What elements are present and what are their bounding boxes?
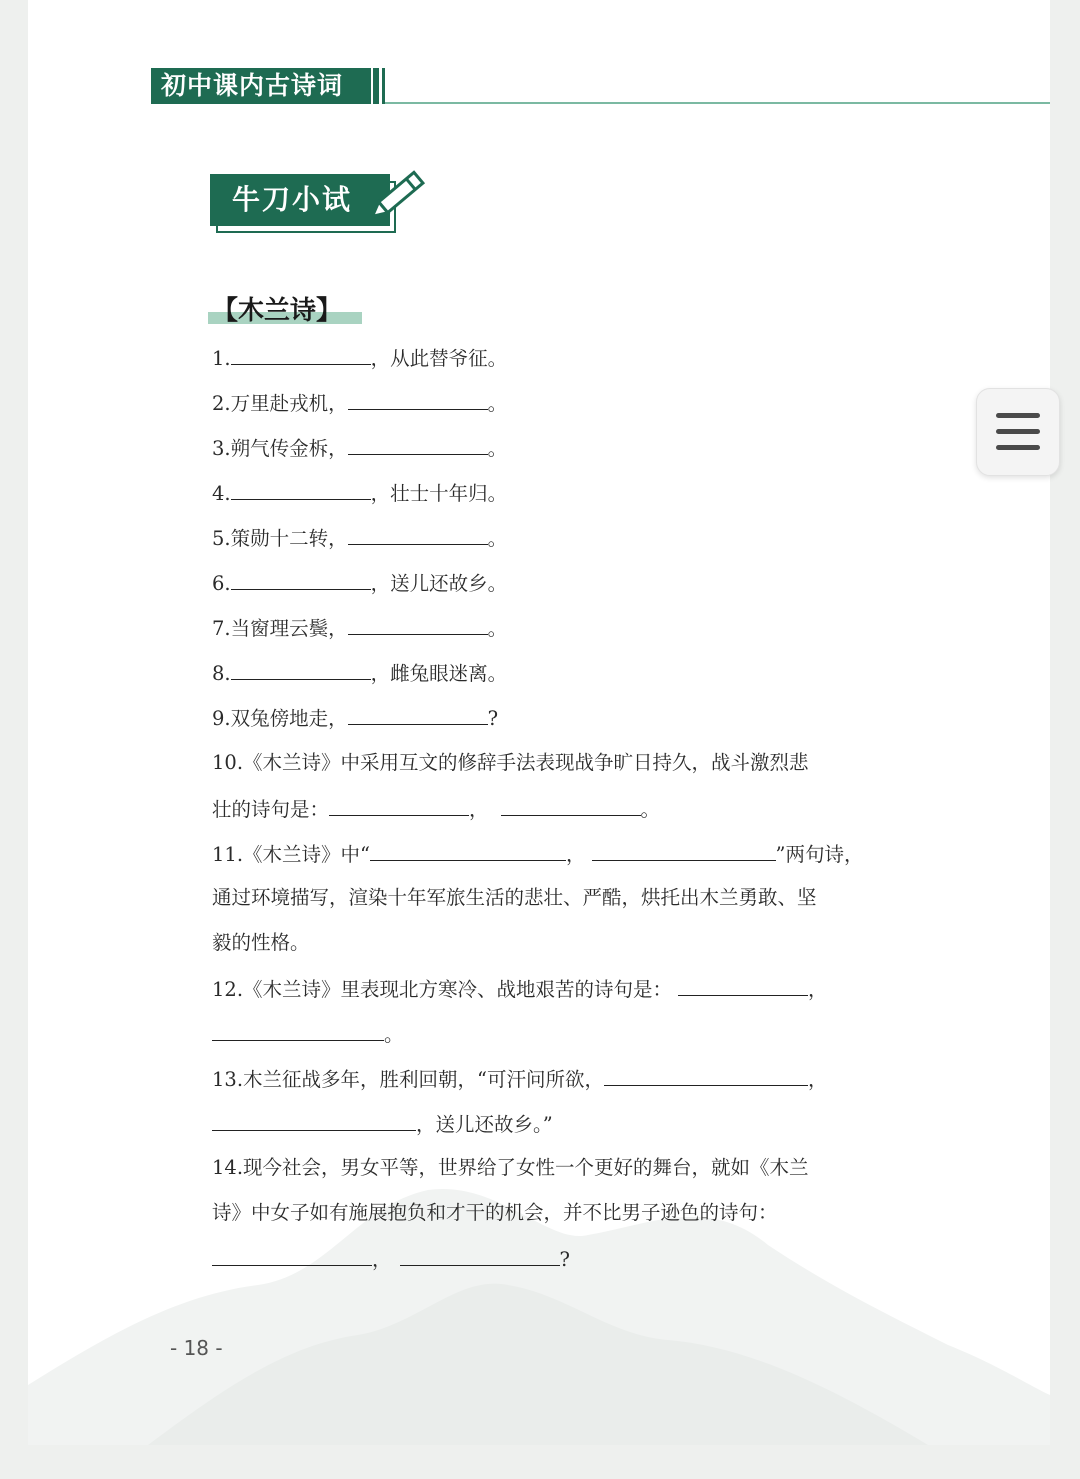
question-1: 1. ，从此替爷征。	[212, 342, 507, 374]
header-divider-bar	[382, 68, 385, 104]
question-11-line-3: 毅的性格。	[212, 931, 310, 954]
question-11-line-2: 通过环境描写，渲染十年军旅生活的悲壮、严酷，烘托出木兰勇敢、坚	[212, 886, 817, 909]
question-13-line-2: ，送儿还故乡。”	[212, 1108, 553, 1140]
answer-blank[interactable]	[231, 342, 371, 365]
question-10-line-2: 壮的诗句是： ， 。	[212, 793, 660, 825]
answer-blank[interactable]	[348, 432, 488, 455]
question-14-line-3: ， ?	[212, 1243, 570, 1275]
answer-blank[interactable]	[348, 522, 488, 545]
question-12-line-2: 。	[212, 1018, 404, 1050]
question-2: 2.万里赴戎机， 。	[212, 387, 507, 419]
header-divider-bar	[373, 68, 379, 104]
answer-blank[interactable]	[604, 1063, 808, 1086]
question-7: 7.当窗理云鬓， 。	[212, 612, 507, 644]
answer-blank[interactable]	[348, 387, 488, 410]
section-badge: 牛刀小试	[210, 174, 390, 226]
answer-blank[interactable]	[212, 1243, 372, 1266]
subsection-title: 【木兰诗】	[212, 296, 343, 326]
document-page	[28, 0, 1050, 1445]
answer-blank[interactable]	[231, 657, 371, 680]
question-4: 4. ，壮士十年归。	[212, 477, 507, 509]
answer-blank[interactable]	[231, 477, 371, 500]
page-number: - 18 -	[170, 1336, 223, 1360]
answer-blank[interactable]	[329, 793, 469, 816]
answer-blank[interactable]	[212, 1108, 416, 1131]
pencil-icon	[368, 160, 438, 224]
question-11-line-1: 11.《木兰诗》中“ ， ”两句诗，	[212, 838, 863, 870]
answer-blank[interactable]	[348, 612, 488, 635]
question-13-line-1: 13.木兰征战多年，胜利回朝，“可汗问所欲， ，	[212, 1063, 828, 1095]
header-rule	[385, 102, 1050, 104]
question-14-line-1: 14.现今社会，男女平等，世界给了女性一个更好的舞台，就如《木兰	[212, 1156, 809, 1179]
question-6: 6. ，送儿还故乡。	[212, 567, 507, 599]
question-9: 9.双兔傍地走， ?	[212, 702, 498, 734]
answer-blank[interactable]	[212, 1018, 384, 1041]
answer-blank[interactable]	[592, 838, 776, 861]
answer-blank[interactable]	[501, 793, 641, 816]
answer-blank[interactable]	[370, 838, 566, 861]
question-8: 8. ，雌兔眼迷离。	[212, 657, 507, 689]
question-5: 5.策勋十二转， 。	[212, 522, 507, 554]
chapter-header-tag: 初中课内古诗词	[151, 68, 371, 104]
hamburger-menu-icon[interactable]	[976, 388, 1060, 476]
answer-blank[interactable]	[348, 702, 488, 725]
question-14-line-2: 诗》中女子如有施展抱负和才干的机会，并不比男子逊色的诗句：	[212, 1201, 778, 1224]
answer-blank[interactable]	[678, 973, 808, 996]
question-10-line-1: 10.《木兰诗》中采用互文的修辞手法表现战争旷日持久，战斗激烈悲	[212, 751, 809, 774]
question-12-line-1: 12.《木兰诗》里表现北方寒冷、战地艰苦的诗句是： ，	[212, 973, 828, 1005]
question-3: 3.朔气传金柝， 。	[212, 432, 507, 464]
answer-blank[interactable]	[231, 567, 371, 590]
answer-blank[interactable]	[400, 1243, 560, 1266]
